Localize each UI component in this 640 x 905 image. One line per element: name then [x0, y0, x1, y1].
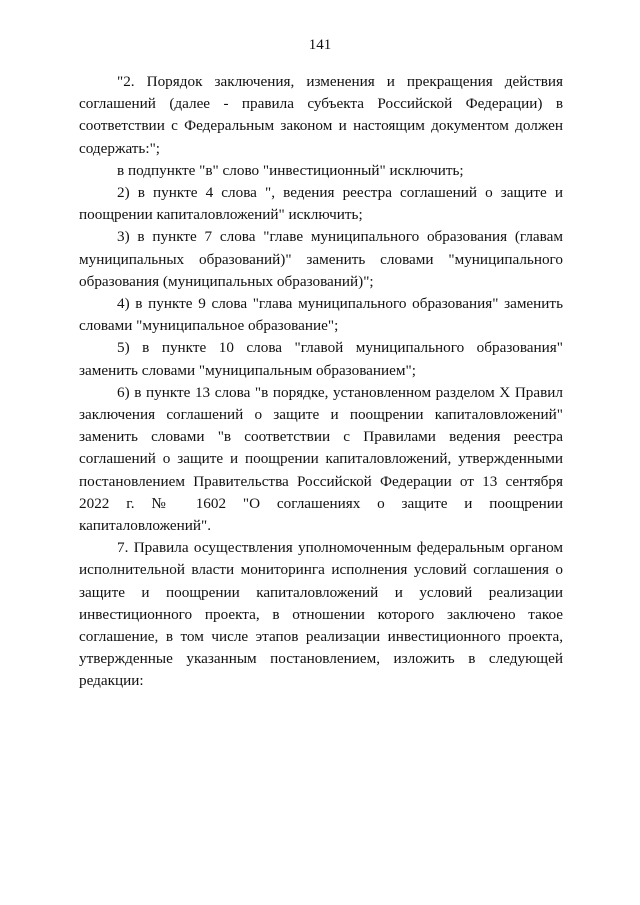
paragraph-subitem-5: 5) в пункте 10 слова "главой муниципального образования" заменить словами "муниципальным образованием"; — [79, 339, 563, 379]
paragraph-subitem-3: 3) в пункте 7 слова "главе муниципального образования (главам муниципальных образований)" заменить словами "муниципального образования (муниципальных образований)"; — [79, 228, 563, 290]
paragraph-item-7: 7. Правила осуществления уполномоченным федеральным органом исполнительной власти мониторинга исполнения условий соглашения о защите и поощрении капиталовложений и условий реализации инвестиционного проекта, в отношении которого заключено такое соглашение, в том числе этапов реализации инвестиционного проекта, утвержденные указанным постановлением, изложить в следующей редакции: — [79, 539, 563, 690]
page-number: 141 — [308, 37, 332, 53]
paragraph-subitem-v: в подпункте "в" слово "инвестиционный" исключить; — [117, 161, 464, 179]
document-body — [79, 71, 563, 693]
paragraph-subitem-2: 2) в пункте 4 слова ", ведения реестра соглашений о защите и поощрении капиталовложений" исключить; — [79, 184, 563, 224]
paragraph-subitem-4: 4) в пункте 9 слова "глава муниципального образования" заменить словами "муниципальное образование"; — [79, 295, 563, 335]
paragraph-subitem-6: 6) в пункте 13 слова "в порядке, установленном разделом X Правил заключения соглашений о защите и поощрении капиталовложений" заменить словами "в соответствии с Правилами ведения реестра соглашений о защите и поощрении капиталовложений, утвержденными постановлением Правительства Российской Федерации от 13 сентября 2022 г. № 1602 "О соглашениях о защите и поощрении капиталовложений". — [79, 383, 563, 535]
paragraph-item-2-intro: "2. Порядок заключения, изменения и прекращения действия соглашений (далее - правила субъекта Российской Федерации) в соответствии с Федеральным законом и настоящим документом должен содержать:"; — [79, 73, 563, 157]
